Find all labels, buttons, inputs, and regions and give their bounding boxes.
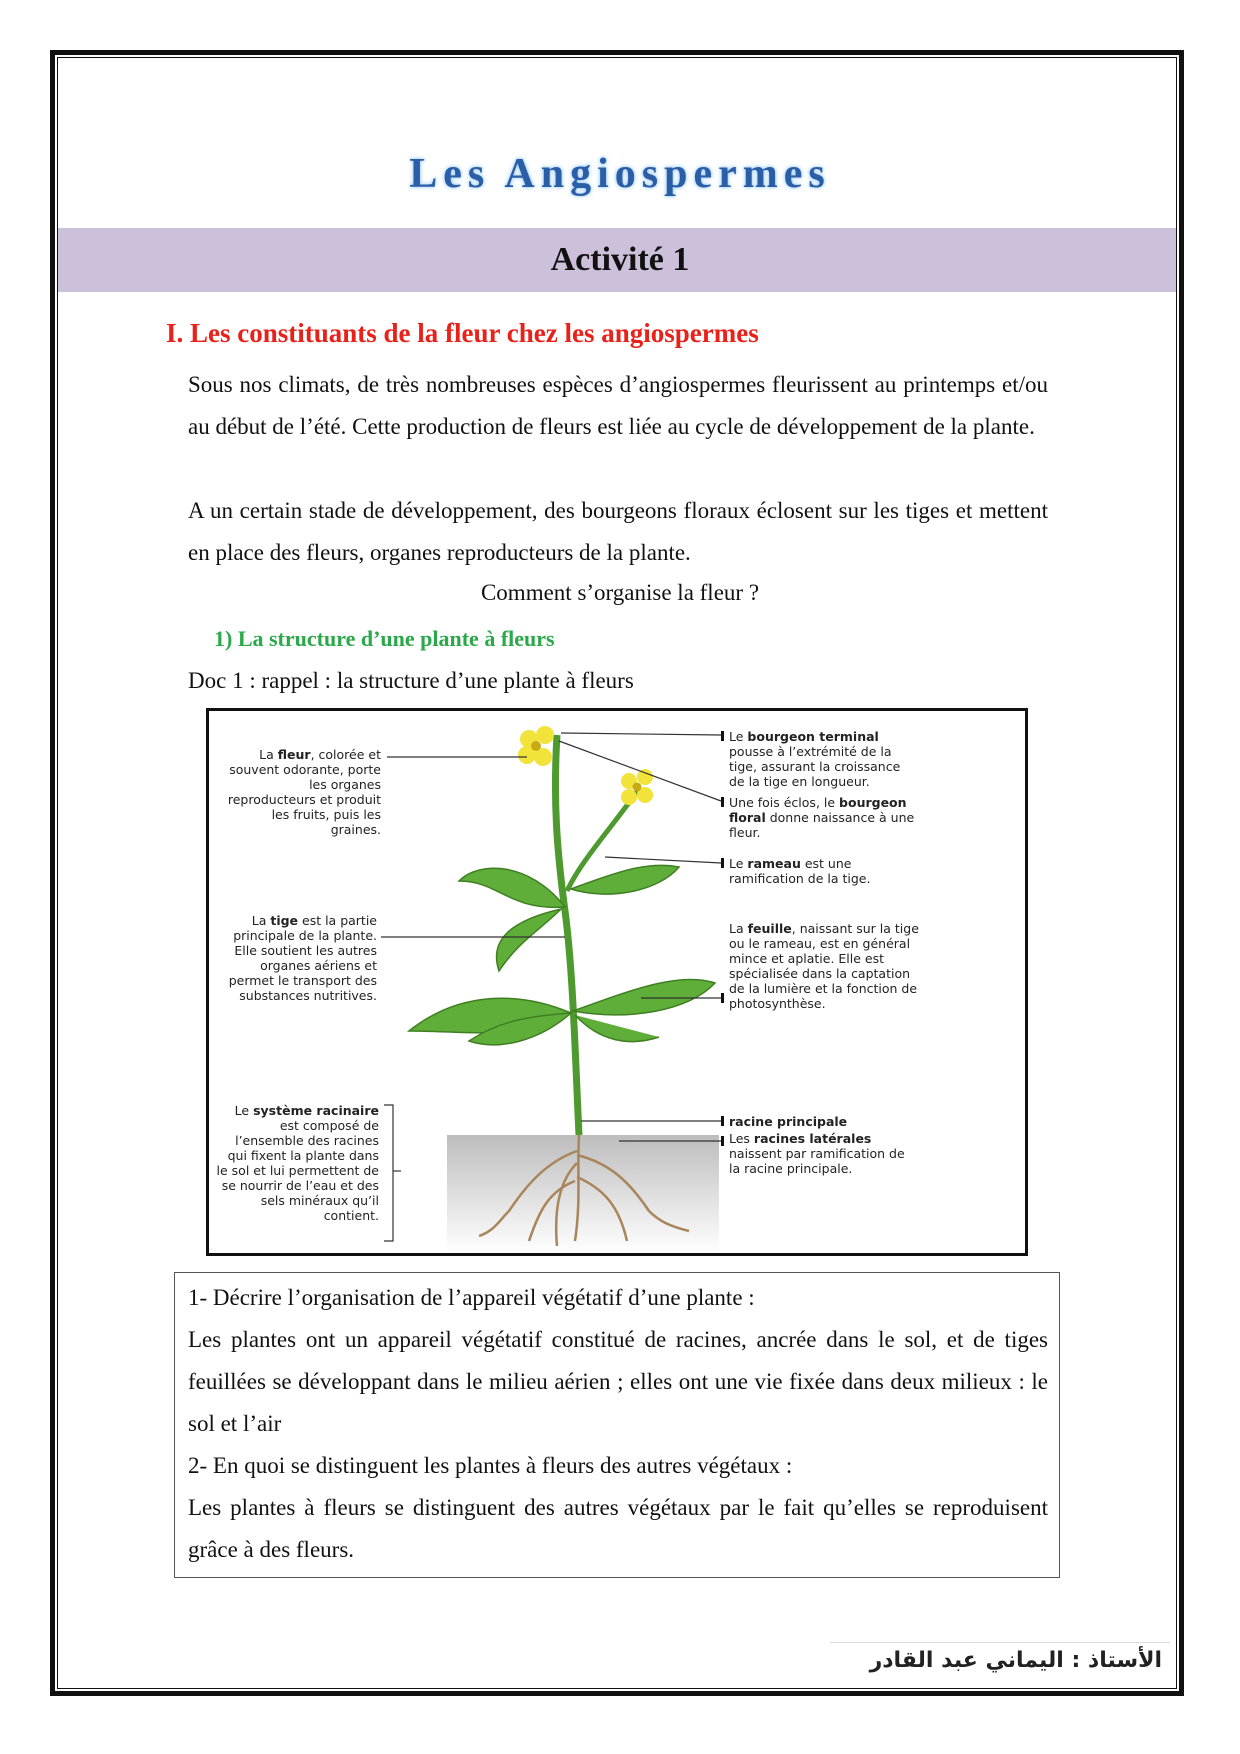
label-systeme-racinaire: Le système racinaire est composé de l’ensemble des racines qui fixent la plante dans le sol et lui permettent de se nourrir de l’eau et des sels minéraux qu’il contient. <box>216 1103 379 1223</box>
label-racine-principale: racine principale <box>729 1114 848 1129</box>
label-bourgeon-terminal: Le bourgeon terminal pousse à l’extrémité de la tige, assurant la croissance de la tige en longueur. <box>729 729 901 789</box>
section-heading: I. Les constituants de la fleur chez les angiospermes <box>166 318 759 348</box>
guiding-question: Comment s’organise la fleur ? <box>480 580 760 605</box>
intro-paragraph-2: A un certain stade de développement, des bourgeons floraux éclosent sur les tiges et mettent en place des fleurs, organes reproducteurs de la plante. <box>188 498 1048 565</box>
page-title: Les Angiospermes <box>409 151 831 197</box>
flower-top <box>518 726 554 766</box>
doc-label: Doc 1 : rappel : la structure d’une plante à fleurs <box>188 668 634 693</box>
label-feuille: La feuille, naissant sur la tige ou le rameau, est en général mince et aplatie. Elle est spécialisée dans la captation de la lumière et la fonction de photosynthèse. <box>729 921 919 1011</box>
stem <box>555 735 579 1135</box>
plant-structure-figure <box>206 708 1028 1256</box>
signature-rule <box>830 1642 1170 1643</box>
answer-2: Les plantes à fleurs se distinguent des autres végétaux par le fait qu’elles se reproduisent grâce à des fleurs. <box>188 1495 1048 1562</box>
label-rameau: Le rameau est une ramification de la tige. <box>729 856 871 886</box>
soil <box>447 1135 719 1253</box>
label-fleur: La fleur, colorée et souvent odorante, porte les organes reproducteurs et produit les fruits, puis les graines. <box>227 747 381 837</box>
label-racines-laterales: Les racines latérales naissent par ramification de la racine principale. <box>729 1131 905 1176</box>
question-2: 2- En quoi se distinguent les plantes à fleurs des autres végétaux : <box>188 1453 793 1478</box>
answer-1: Les plantes ont un appareil végétatif constitué de racines, ancrée dans le sol, et de tiges feuillées se développant dans le milieu aérien ; elles ont une vie fixée dans deux milieux : le sol et l’air <box>188 1327 1048 1436</box>
teacher-signature: الأستاذ : اليماني عبد القادر <box>869 1648 1162 1673</box>
label-bourgeon-floral: Une fois éclos, le bourgeon floral donne naissance à une fleur. <box>729 795 915 840</box>
intro-paragraph-1: Sous nos climats, de très nombreuses espèces d’angiospermes fleurissent au printemps et/ou au début de l’été. Cette production de fleurs est liée au cycle de développement de la plante. <box>188 372 1048 439</box>
activity-heading: Activité 1 <box>550 241 690 278</box>
label-tige: La tige est la partie principale de la plante. Elle soutient les autres organes aériens et permet le transport des substances nutritives. <box>228 913 377 1003</box>
question-1: 1- Décrire l’organisation de l’appareil végétatif d’une plante : <box>188 1285 755 1310</box>
leader-ticks <box>721 731 724 1146</box>
sub-heading: 1) La structure d’une plante à fleurs <box>214 626 555 651</box>
